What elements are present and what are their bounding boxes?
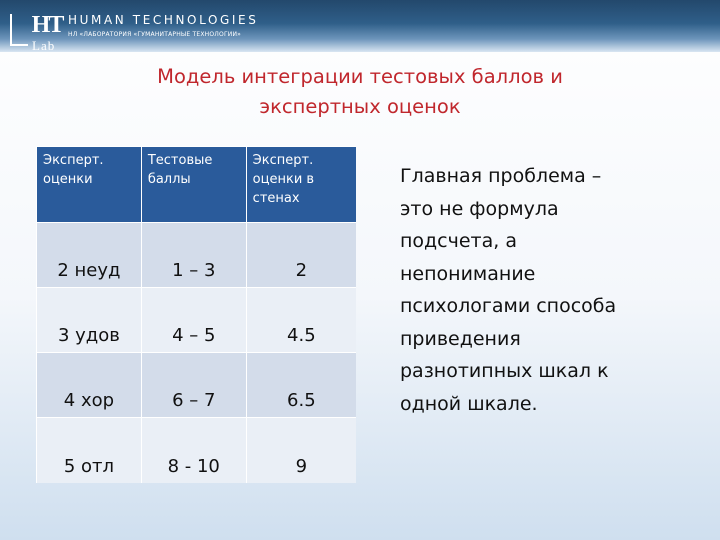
statement-line: психологами способа bbox=[400, 295, 617, 317]
cell-score: 4 – 5 bbox=[141, 288, 246, 353]
statement-line: это не формула bbox=[400, 197, 559, 220]
table-row bbox=[37, 288, 357, 353]
cell-grade: 4 хор bbox=[37, 353, 142, 418]
cell-sten: 6.5 bbox=[246, 353, 356, 418]
statement-line: Главная проблема – bbox=[400, 165, 602, 187]
slide-title bbox=[60, 62, 660, 122]
logo-mark: HT bbox=[31, 12, 63, 38]
cell-grade: 2 неуд bbox=[37, 223, 142, 288]
statement-line: разнотипных шкал к bbox=[400, 360, 609, 382]
table-header-row bbox=[37, 147, 357, 223]
cell-grade: 3 удов bbox=[37, 288, 142, 353]
title-line-2: экспертных оценок bbox=[259, 95, 461, 118]
main-statement bbox=[400, 160, 700, 420]
statement-line: непонимание bbox=[400, 262, 536, 285]
cell-score: 8 - 10 bbox=[141, 418, 246, 483]
cell-sten: 9 bbox=[246, 418, 356, 483]
title-line-1: Модель интеграции тестовых баллов и bbox=[157, 65, 563, 88]
scores-table bbox=[36, 146, 356, 483]
table-row bbox=[37, 353, 357, 418]
brand-name: HUMAN TECHNOLOGIES bbox=[68, 13, 259, 27]
logo-sub: Lab bbox=[32, 38, 56, 53]
header-test-scores: Тестовые баллы bbox=[141, 147, 246, 223]
cell-score: 1 – 3 bbox=[141, 223, 246, 288]
brand-tagline: НЛ «ЛАБОРАТОРИЯ «ГУМАНИТАРНЫЕ ТЕХНОЛОГИИ» bbox=[68, 31, 242, 38]
cell-sten: 4.5 bbox=[246, 288, 356, 353]
cell-score: 6 – 7 bbox=[141, 353, 246, 418]
table-row bbox=[37, 223, 357, 288]
statement-line: одной шкале. bbox=[400, 392, 538, 415]
statement-line: приведения bbox=[400, 327, 521, 350]
logo-bracket-shape bbox=[10, 14, 28, 46]
cell-grade: 5 отл bbox=[37, 418, 142, 483]
header-expert-stens: Эксперт. оценки в стенах bbox=[246, 147, 356, 223]
table-row bbox=[37, 418, 357, 483]
header-banner bbox=[0, 0, 720, 52]
statement-line: подсчета, а bbox=[400, 230, 517, 252]
header-expert-grades: Эксперт. оценки bbox=[37, 147, 142, 223]
cell-sten: 2 bbox=[246, 223, 356, 288]
